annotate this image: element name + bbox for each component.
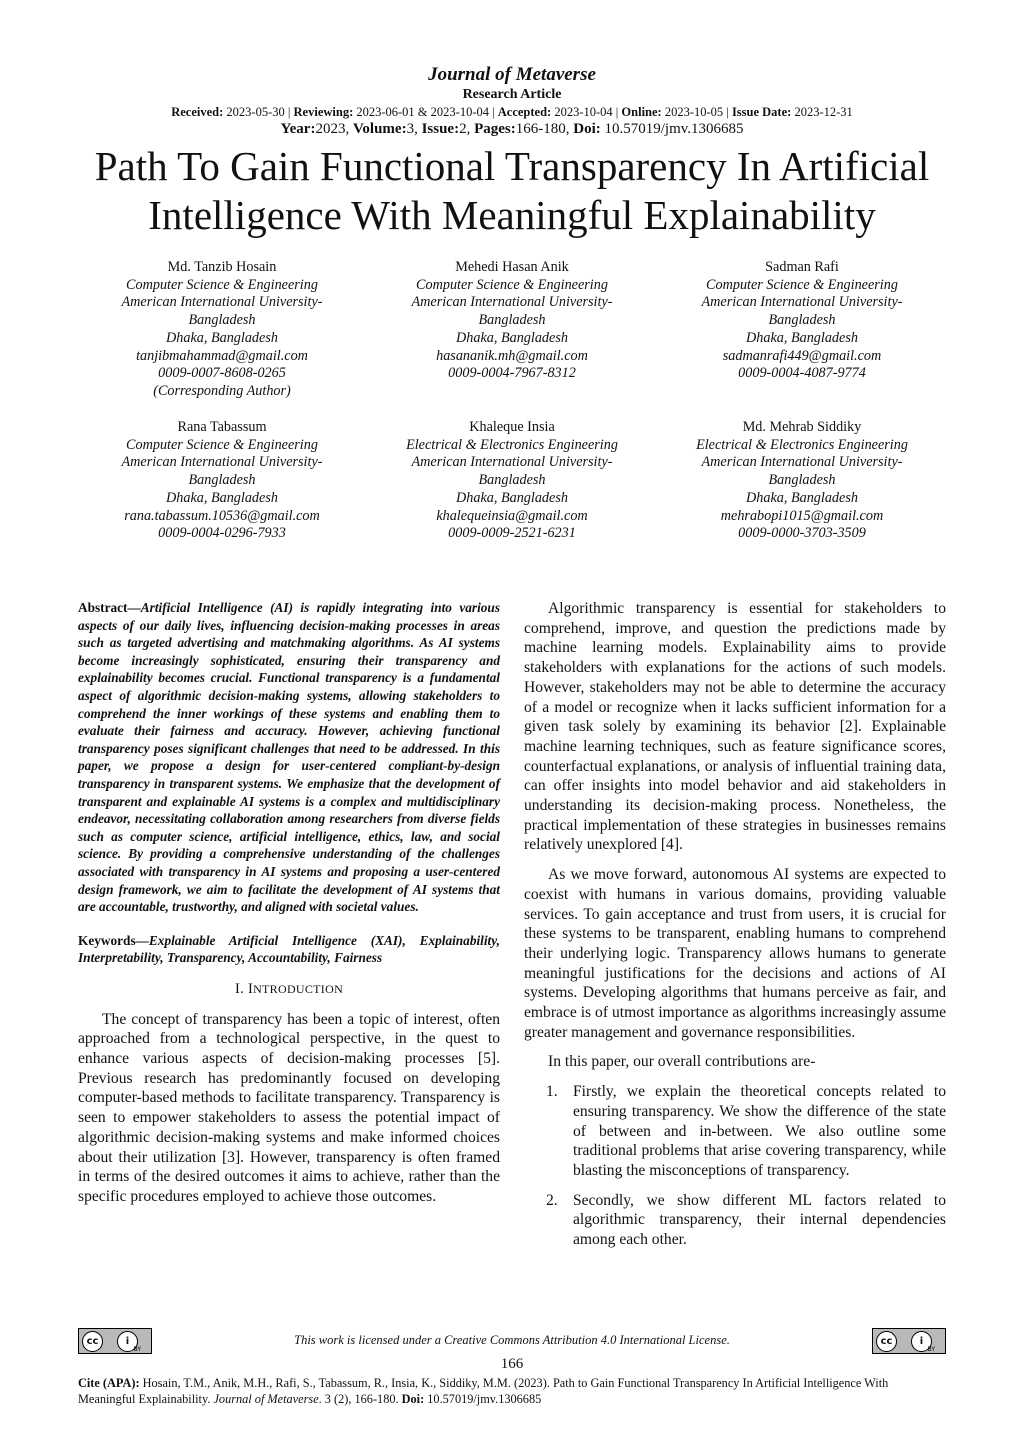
author-univ-country: Bangladesh bbox=[188, 312, 256, 329]
paper-title bbox=[40, 142, 984, 240]
page-number: 166 bbox=[500, 1356, 524, 1372]
author-email[interactable]: khalequeinsia@gmail.com bbox=[436, 507, 588, 524]
author-orcid: 0009-0009-2521-6231 bbox=[448, 525, 576, 542]
cite-journal: Journal of Metaverse bbox=[213, 1392, 319, 1406]
volume-value: 3 bbox=[406, 121, 415, 137]
author-city: Dhaka, Bangladesh bbox=[746, 329, 858, 346]
pages-label: Pages: bbox=[474, 121, 516, 137]
author-block bbox=[657, 259, 947, 383]
author-block bbox=[77, 259, 367, 401]
issue-date-label: Issue Date: bbox=[731, 105, 792, 119]
accepted-date: 2023-10-04 bbox=[554, 105, 613, 119]
received-date: 2023-05-30 bbox=[226, 105, 285, 119]
right-column bbox=[524, 599, 946, 1260]
author-name: Md. Tanzib Hosain bbox=[167, 259, 277, 275]
received-label: Received: bbox=[171, 105, 224, 119]
issue-date: 2023-12-31 bbox=[794, 105, 853, 119]
author-dept: Computer Science & Engineering bbox=[126, 436, 318, 453]
body-paragraph: In this paper, our overall contributions are- bbox=[548, 1053, 816, 1071]
author-city: Dhaka, Bangladesh bbox=[746, 489, 858, 506]
author-univ: American International University- bbox=[701, 294, 903, 311]
volume-line: Year:2023, Volume:3, Issue:2, Pages:166-180, Doi: 10.57019/jmv.1306685 bbox=[280, 121, 744, 137]
author-univ-country: Bangladesh bbox=[768, 312, 836, 329]
author-name: Sadman Rafi bbox=[765, 259, 839, 275]
doi-value: 10.57019/jmv.1306685 bbox=[604, 121, 744, 137]
author-block bbox=[657, 419, 947, 543]
cite-tail: . 3 (2), 166-180. bbox=[318, 1392, 402, 1406]
keywords-label: Keywords— bbox=[78, 932, 149, 948]
section-title-rest: NTRODUCTION bbox=[253, 981, 344, 996]
author-block bbox=[77, 419, 367, 543]
cite-text: Hosain, T.M., Anik, M.H., Rafi, S., Tabassum, R., Insia, K., Siddiky, M.M. (2023). Path to Gain Functional Transparency In Artificial Intelligence With Meaningful Explainability. bbox=[78, 1376, 889, 1406]
author-univ: American International University- bbox=[121, 294, 323, 311]
author-dept: Computer Science & Engineering bbox=[706, 276, 898, 293]
title-line: Path To Gain Functional Transparency In Artificial bbox=[94, 143, 930, 189]
author-orcid: 0009-0004-0296-7933 bbox=[158, 525, 286, 542]
author-orcid: 0009-0004-7967-8312 bbox=[448, 365, 576, 382]
author-univ-country: Bangladesh bbox=[768, 472, 836, 489]
year-value: 2023 bbox=[315, 121, 346, 137]
section-numeral: I. bbox=[234, 980, 244, 997]
license-row bbox=[78, 1328, 946, 1354]
attribution-person-icon: i bbox=[117, 1331, 138, 1352]
author-email[interactable]: hasananik.mh@gmail.com bbox=[436, 347, 588, 364]
author-email[interactable]: tanjibmahammad@gmail.com bbox=[136, 347, 308, 364]
volume-label: Volume: bbox=[352, 121, 407, 137]
author-orcid: 0009-0000-3703-3509 bbox=[738, 525, 866, 542]
author-name: Md. Mehrab Siddiky bbox=[742, 419, 862, 435]
cc-by-badge-icon[interactable] bbox=[872, 1328, 946, 1354]
by-label: BY bbox=[927, 1346, 935, 1353]
abstract-label: Abstract— bbox=[78, 600, 141, 615]
list-number: 1. bbox=[546, 1083, 558, 1101]
author-name: Khaleque Insia bbox=[469, 419, 555, 435]
list-number: 2. bbox=[546, 1191, 558, 1209]
article-type: Research Article bbox=[462, 87, 562, 102]
author-email[interactable]: mehrabopi1015@gmail.com bbox=[720, 507, 884, 524]
author-univ-country: Bangladesh bbox=[478, 472, 546, 489]
year-label: Year: bbox=[280, 121, 316, 137]
attribution-person-icon: i bbox=[911, 1331, 932, 1352]
intro-paragraph: The concept of transparency has been a topic of interest, often approached from a technological perspective, in the quest to enhance various aspects of decision-making processes [5]. Previous research has predominantly focused on developing computer-based methods to facilitate transparency. Transparency is seen to empower stakeholders to assess the potential impact of algorithmic decision-making systems and make informed choices about their utilization [3]. However, transparency is often framed in terms of the desired outcomes it aims to achieve, rather than the specific procedures employed to achieve those outcomes. bbox=[78, 1010, 500, 1205]
body-paragraph: Algorithmic transparency is essential for stakeholders to comprehend, improve, and question the predictions made by machine learning models. Explainability aims to provide stakeholders with explanations for the actions of such models. However, stakeholders may not be able to determine the accuracy of a model or recognize when it lacks sufficient information for a given task solely by examining its behavior [2]. Explainable machine learning techniques, such as feature significance scores, counterfactual explanations, or analysis of influential training data, can offer insights into model behavior and aid stakeholders in understanding its decision-making process. Nonetheless, the practical implementation of these strategies in businesses remains relatively unexplored [4]. bbox=[524, 600, 946, 854]
left-column bbox=[78, 599, 500, 1207]
keywords-text: Explainable Artificial Intelligence (XAI), Explainability, Interpretability, Transparency, Accountability, Fairness bbox=[78, 932, 500, 966]
list-item-text: Firstly, we explain the theoretical concepts related to ensuring transparency. We show the difference of the state of between and in-between. We also outline some traditional problems that arise covering transparency, while blasting the misconceptions of transparency. bbox=[573, 1083, 946, 1179]
journal-name: Journal of Metaverse bbox=[428, 64, 596, 85]
keywords bbox=[78, 932, 500, 967]
author-dept: Computer Science & Engineering bbox=[416, 276, 608, 293]
reviewing-label: Reviewing: bbox=[293, 105, 354, 119]
pages-value: 166-180 bbox=[515, 121, 566, 137]
date-line: Received: 2023-05-30 | Reviewing: 2023-06-01 & 2023-10-04 | Accepted: 2023-10-04 | Online: 2023-10-05 | Issue Date: 2023-12-31 bbox=[171, 105, 853, 119]
by-label: BY bbox=[133, 1346, 141, 1353]
citation bbox=[78, 1375, 948, 1407]
list-item-text: Secondly, we show different ML factors related to algorithmic transparency, their internal dependencies among each other. bbox=[573, 1191, 946, 1249]
abstract-text: Artificial Intelligence (AI) is rapidly integrating into various aspects of our daily lives, influencing decision-making processes in areas such as targeted advertising and matchmaking algorithms. As AI systems become increasingly sophisticated, ensuring their transparency and explainability becomes crucial. Functional transparency is a fundamental aspect of algorithmic decision-making systems, allowing stakeholders to comprehend the inner workings of these systems and enabling them to evaluate their fairness and accuracy. However, achieving functional transparency poses significant challenges that need to be addressed. In this paper, we propose a design for user-centered compliant-by-design transparency in transparent systems. We emphasize that the development of transparent and explainable AI systems is a complex and multidisciplinary endeavor, necessitating collaboration among researchers from diverse fields such as computer science, artificial intelligence, ethics, law, and social science. By providing a comprehensive understanding of the challenges associated with transparency in AI systems and proposing a user-centered design framework, we aim to facilitate the development of AI systems that are accountable, trustworthy, and aligned with societal values. bbox=[78, 600, 500, 915]
issue-label: Issue: bbox=[421, 121, 460, 137]
author-name: Rana Tabassum bbox=[177, 419, 267, 435]
author-city: Dhaka, Bangladesh bbox=[166, 489, 278, 506]
accepted-label: Accepted: bbox=[497, 105, 552, 119]
list-item bbox=[524, 1191, 946, 1250]
reviewing-date: 2023-06-01 & 2023-10-04 bbox=[356, 105, 489, 119]
author-orcid: 0009-0004-4087-9774 bbox=[738, 365, 866, 382]
section-title-initial: I bbox=[247, 980, 254, 997]
title-line: Intelligence With Meaningful Explainability bbox=[148, 192, 876, 238]
author-univ-country: Bangladesh bbox=[188, 472, 256, 489]
author-city: Dhaka, Bangladesh bbox=[456, 329, 568, 346]
author-email[interactable]: sadmanrafi449@gmail.com bbox=[722, 347, 882, 364]
cc-logo-icon: cc bbox=[82, 1331, 103, 1352]
cite-doi-label: Doi: bbox=[401, 1392, 425, 1406]
section-heading bbox=[78, 980, 500, 1000]
author-univ: American International University- bbox=[121, 454, 323, 471]
cite-label: Cite (APA): bbox=[78, 1376, 140, 1390]
author-univ-country: Bangladesh bbox=[478, 312, 546, 329]
corresponding-note: (Corresponding Author) bbox=[153, 382, 291, 399]
author-name: Mehedi Hasan Anik bbox=[455, 259, 569, 275]
author-dept: Computer Science & Engineering bbox=[126, 276, 318, 293]
author-univ: American International University- bbox=[701, 454, 903, 471]
online-date: 2023-10-05 bbox=[664, 105, 724, 119]
author-email[interactable]: rana.tabassum.10536@gmail.com bbox=[124, 507, 320, 524]
author-dept: Electrical & Electronics Engineering bbox=[406, 436, 618, 453]
author-block bbox=[367, 419, 657, 543]
issue-value: 2 bbox=[459, 121, 467, 137]
author-univ: American International University- bbox=[411, 294, 613, 311]
cite-doi[interactable]: 10.57019/jmv.1306685 bbox=[424, 1392, 542, 1406]
doi-label: Doi: bbox=[573, 121, 601, 137]
author-city: Dhaka, Bangladesh bbox=[456, 489, 568, 506]
license-text[interactable]: This work is licensed under a Creative Commons Attribution 4.0 International License. bbox=[294, 1333, 730, 1347]
author-dept: Electrical & Electronics Engineering bbox=[696, 436, 908, 453]
list-item bbox=[524, 1082, 946, 1181]
cc-logo-icon: cc bbox=[876, 1331, 897, 1352]
contribution-list bbox=[524, 1082, 946, 1250]
author-univ: American International University- bbox=[411, 454, 613, 471]
body-paragraph: As we move forward, autonomous AI systems are expected to coexist with humans in various domains, providing valuable services. To gain acceptance and trust from users, it is crucial for these systems to be transparent, enabling humans to comprehend their underlying logic. Transparency allows humans to generate meaningful justifications for the decisions and actions of AI systems. Developing algorithms that humans perceive as fair, and embrace is of utmost importance as algorithms increasingly assume greater management and governance responsibilities. bbox=[524, 866, 946, 1041]
online-label: Online: bbox=[621, 105, 662, 119]
author-block bbox=[367, 259, 657, 383]
abstract bbox=[78, 599, 500, 916]
author-city: Dhaka, Bangladesh bbox=[166, 329, 278, 346]
author-orcid: 0009-0007-8608-0265 bbox=[158, 365, 286, 382]
